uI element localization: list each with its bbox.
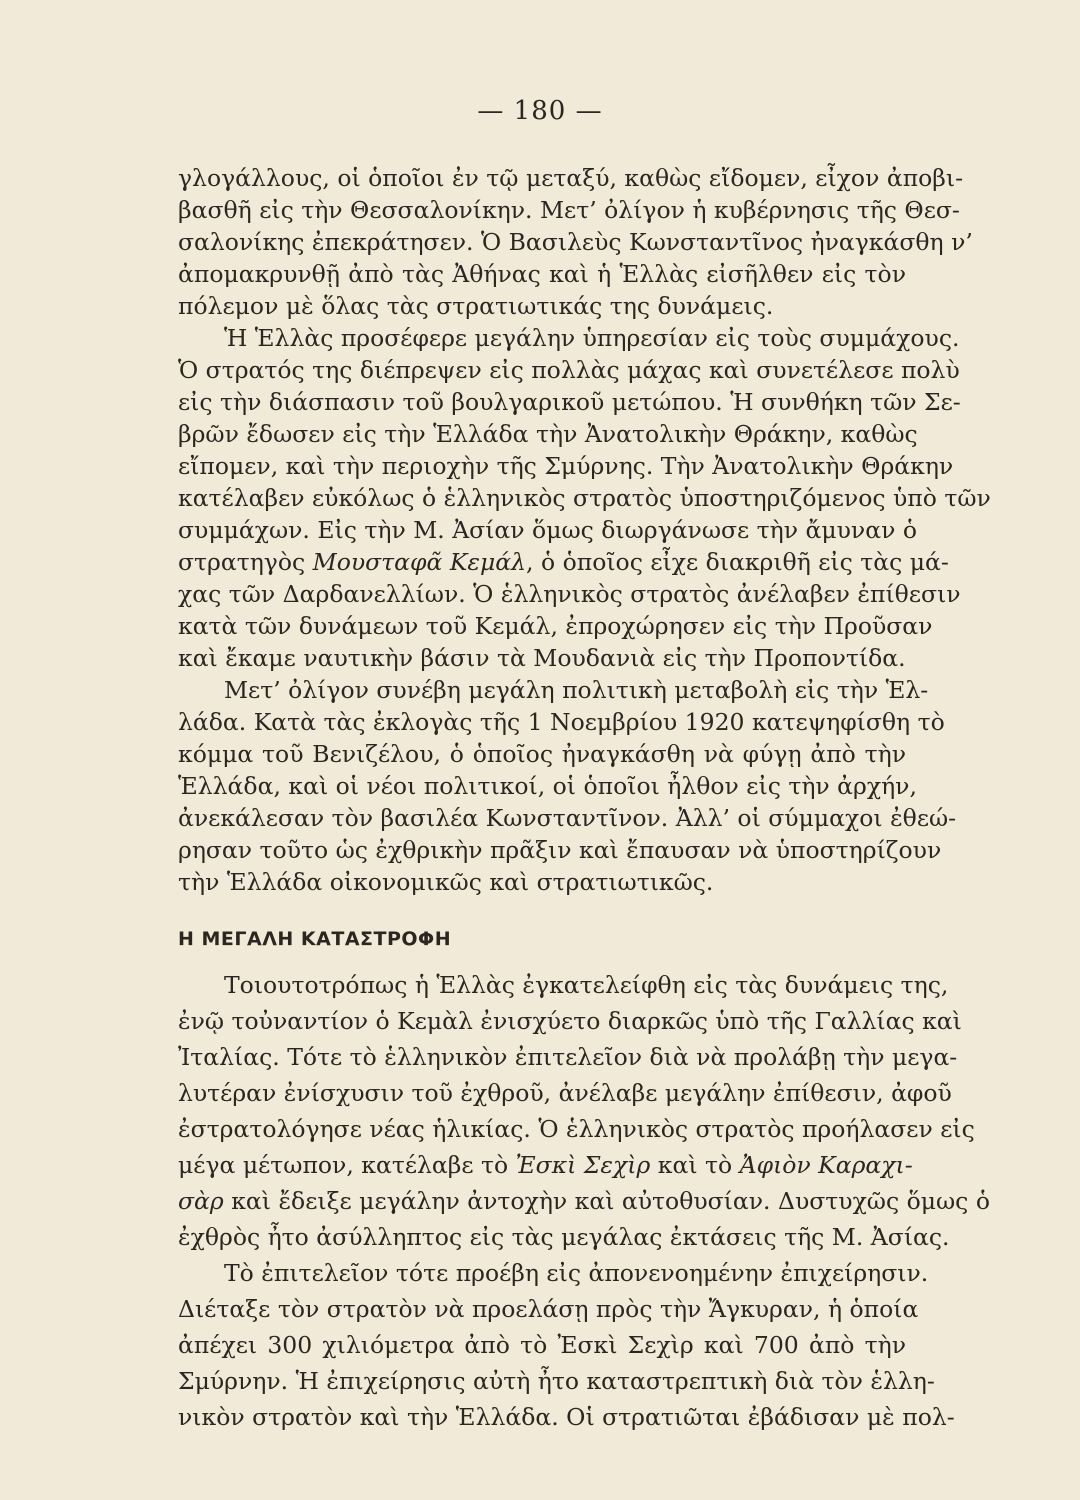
text-line: βρῶν ἔδωσεν εἰς τὴν Ἑλλάδα τὴν Ἀνατολικὴν Θράκην, καθὼς	[178, 420, 918, 448]
text-line: λάδα. Κατὰ τὰς ἐκλογὰς τῆς 1 Νοεμβρίου 1920 κατεψηφίσθη τὸ	[178, 708, 945, 736]
text-line	[178, 1145, 913, 1185]
text-line	[178, 1181, 990, 1221]
text-line: εἴπομεν, καὶ τὴν περιοχὴν τῆς Σμύρνης. Τὴν Ἀνατολικὴν Θράκην	[178, 452, 954, 480]
text-line: Διέταξε τὸν στρατὸν νὰ προελάσῃ πρὸς τὴν Ἄγκυραν, ἡ ὁποία	[178, 1295, 919, 1323]
place-name: Ἀφιὸν Καραχι-	[739, 1151, 913, 1179]
text-line: Σμύρνην. Ἡ ἐπιχείρησις αὐτὴ ἦτο καταστρεπτικὴ διὰ τὸν ἑλλη-	[178, 1367, 935, 1395]
text-fragment: , ὁ ὁποῖος εἶχε διακριθῆ εἰς τὰς μά-	[526, 548, 949, 576]
text-line: Ὁ στρατός της διέπρεψεν εἰς πολλὰς μάχας καὶ συνετέλεσε πολὺ	[178, 356, 960, 384]
text-line: γλογάλλους, οἱ ὁποῖοι ἐν τῷ μεταξύ, καθὼς εἴδομεν, εἶχον ἀποβι-	[178, 164, 964, 192]
text-line: Τοιουτοτρόπως ἡ Ἑλλὰς ἐγκατελείφθη εἰς τὰς δυνάμεις της,	[224, 971, 949, 999]
text-fragment: στρατηγὸς	[178, 548, 313, 576]
text-fragment: καὶ τὸ	[650, 1151, 740, 1179]
text-fragment: μέγα μέτωπον, κατέλαβε τὸ	[178, 1151, 516, 1179]
section-heading: Η ΜΕΓΑΛΗ ΚΑΤΑΣΤΡΟΦΗ	[178, 928, 452, 950]
page-number: — 180 —	[477, 96, 603, 126]
text-line: νικὸν στρατὸν καὶ τὴν Ἑλλάδα. Οἱ στρατιῶται ἐβάδισαν μὲ πολ-	[178, 1403, 955, 1431]
text-line: κόμμα τοῦ Βενιζέλου, ὁ ὁποῖος ἠναγκάσθη νὰ φύγῃ ἀπὸ τὴν	[178, 740, 906, 768]
text-fragment: καὶ ἔδειξε μεγάλην ἀντοχὴν καὶ αὐτοθυσίαν. Δυστυχῶς ὅμως ὁ	[223, 1187, 990, 1215]
text-line: Τὸ ἐπιτελεῖον τότε προέβη εἰς ἀπονενοημένην ἐπιχείρησιν.	[224, 1259, 929, 1287]
text-line: καὶ ἔκαμε ναυτικὴν βάσιν τὰ Μουδανιὰ εἰς τὴν Προποντίδα.	[178, 644, 906, 672]
text-line: ρησαν τοῦτο ὡς ἐχθρικὴν πρᾶξιν καὶ ἔπαυσαν νὰ ὑποστηρίζουν	[178, 836, 942, 864]
text-line: ἀπομακρυνθῇ ἀπὸ τὰς Ἀθήνας καὶ ἡ Ἑλλὰς εἰσῆλθεν εἰς τὸν	[178, 260, 906, 288]
text-line: κατέλαβεν εὐκόλως ὁ ἑλληνικὸς στρατὸς ὑποστηριζόμενος ὑπὸ τῶν	[178, 484, 991, 512]
person-name: Μουσταφᾶ Κεμάλ	[312, 548, 527, 576]
text-line: Ἑλλάδα, καὶ οἱ νέοι πολιτικοί, οἱ ὁποῖοι ἦλθον εἰς τὴν ἀρχήν,	[178, 772, 917, 800]
text-line: Μετ’ ὀλίγον συνέβη μεγάλη πολιτικὴ μεταβολὴ εἰς τὴν Ἑλ-	[224, 676, 929, 704]
place-name: Ἐσκὶ Σεχὶρ	[515, 1151, 651, 1179]
text-line: βασθῆ εἰς τὴν Θεσσαλονίκην. Μετ’ ὀλίγον ἡ κυβέρνησις τῆς Θεσ-	[178, 196, 960, 224]
text-line: ἐστρατολόγησε νέας ἡλικίας. Ὁ ἑλληνικὸς στρατὸς προήλασεν εἰς	[178, 1115, 975, 1143]
text-line: εἰς τὴν διάσπασιν τοῦ βουλγαρικοῦ μετώπου. Ἡ συνθήκη τῶν Σε-	[178, 388, 961, 416]
text-line: χας τῶν Δαρδανελλίων. Ὁ ἑλληνικὸς στρατὸς ἀνέλαβεν ἐπίθεσιν	[178, 580, 961, 608]
text-line: κατὰ τῶν δυνάμεων τοῦ Κεμάλ, ἐπροχώρησεν εἰς τὴν Προῦσαν	[178, 612, 933, 640]
text-line: ἀπέχει 300 χιλιόμετρα ἀπὸ τὸ Ἐσκὶ Σεχὶρ καὶ 700 ἀπὸ τὴν	[178, 1331, 906, 1359]
text-line: Ἰταλίας. Τότε τὸ ἑλληνικὸν ἐπιτελεῖον διὰ νὰ προλάβῃ τὴν μεγα-	[178, 1043, 958, 1071]
place-name: σὰρ	[178, 1187, 224, 1215]
text-line: σαλονίκης ἐπεκράτησεν. Ὁ Βασιλεὺς Κωνσταντῖνος ἠναγκάσθη ν’	[178, 228, 973, 256]
text-line: ἐνῷ τοὐναντίον ὁ Κεμὰλ ἐνισχύετο διαρκῶς ὑπὸ τῆς Γαλλίας καὶ	[178, 1007, 962, 1035]
text-line: λυτέραν ἐνίσχυσιν τοῦ ἐχθροῦ, ἀνέλαβε μεγάλην ἐπίθεσιν, ἀφοῦ	[178, 1079, 952, 1107]
text-line: ἀνεκάλεσαν τὸν βασιλέα Κωνσταντῖνον. Ἀλλ’ οἱ σύμμαχοι ἐθεώ-	[178, 804, 957, 832]
text-line: συμμάχων. Εἰς τὴν Μ. Ἀσίαν ὅμως διωργάνωσε τὴν ἄμυναν ὁ	[178, 516, 917, 544]
text-line: ἐχθρὸς ἦτο ἀσύλληπτος εἰς τὰς μεγάλας ἐκτάσεις τῆς Μ. Ἀσίας.	[178, 1223, 950, 1251]
text-line: τὴν Ἑλλάδα οἰκονομικῶς καὶ στρατιωτικῶς.	[178, 868, 714, 896]
text-line: Ἡ Ἑλλὰς προσέφερε μεγάλην ὑπηρεσίαν εἰς τοὺς συμμάχους.	[224, 324, 960, 352]
text-line: πόλεμον μὲ ὅλας τὰς στρατιωτικάς της δυνάμεις.	[178, 292, 774, 320]
